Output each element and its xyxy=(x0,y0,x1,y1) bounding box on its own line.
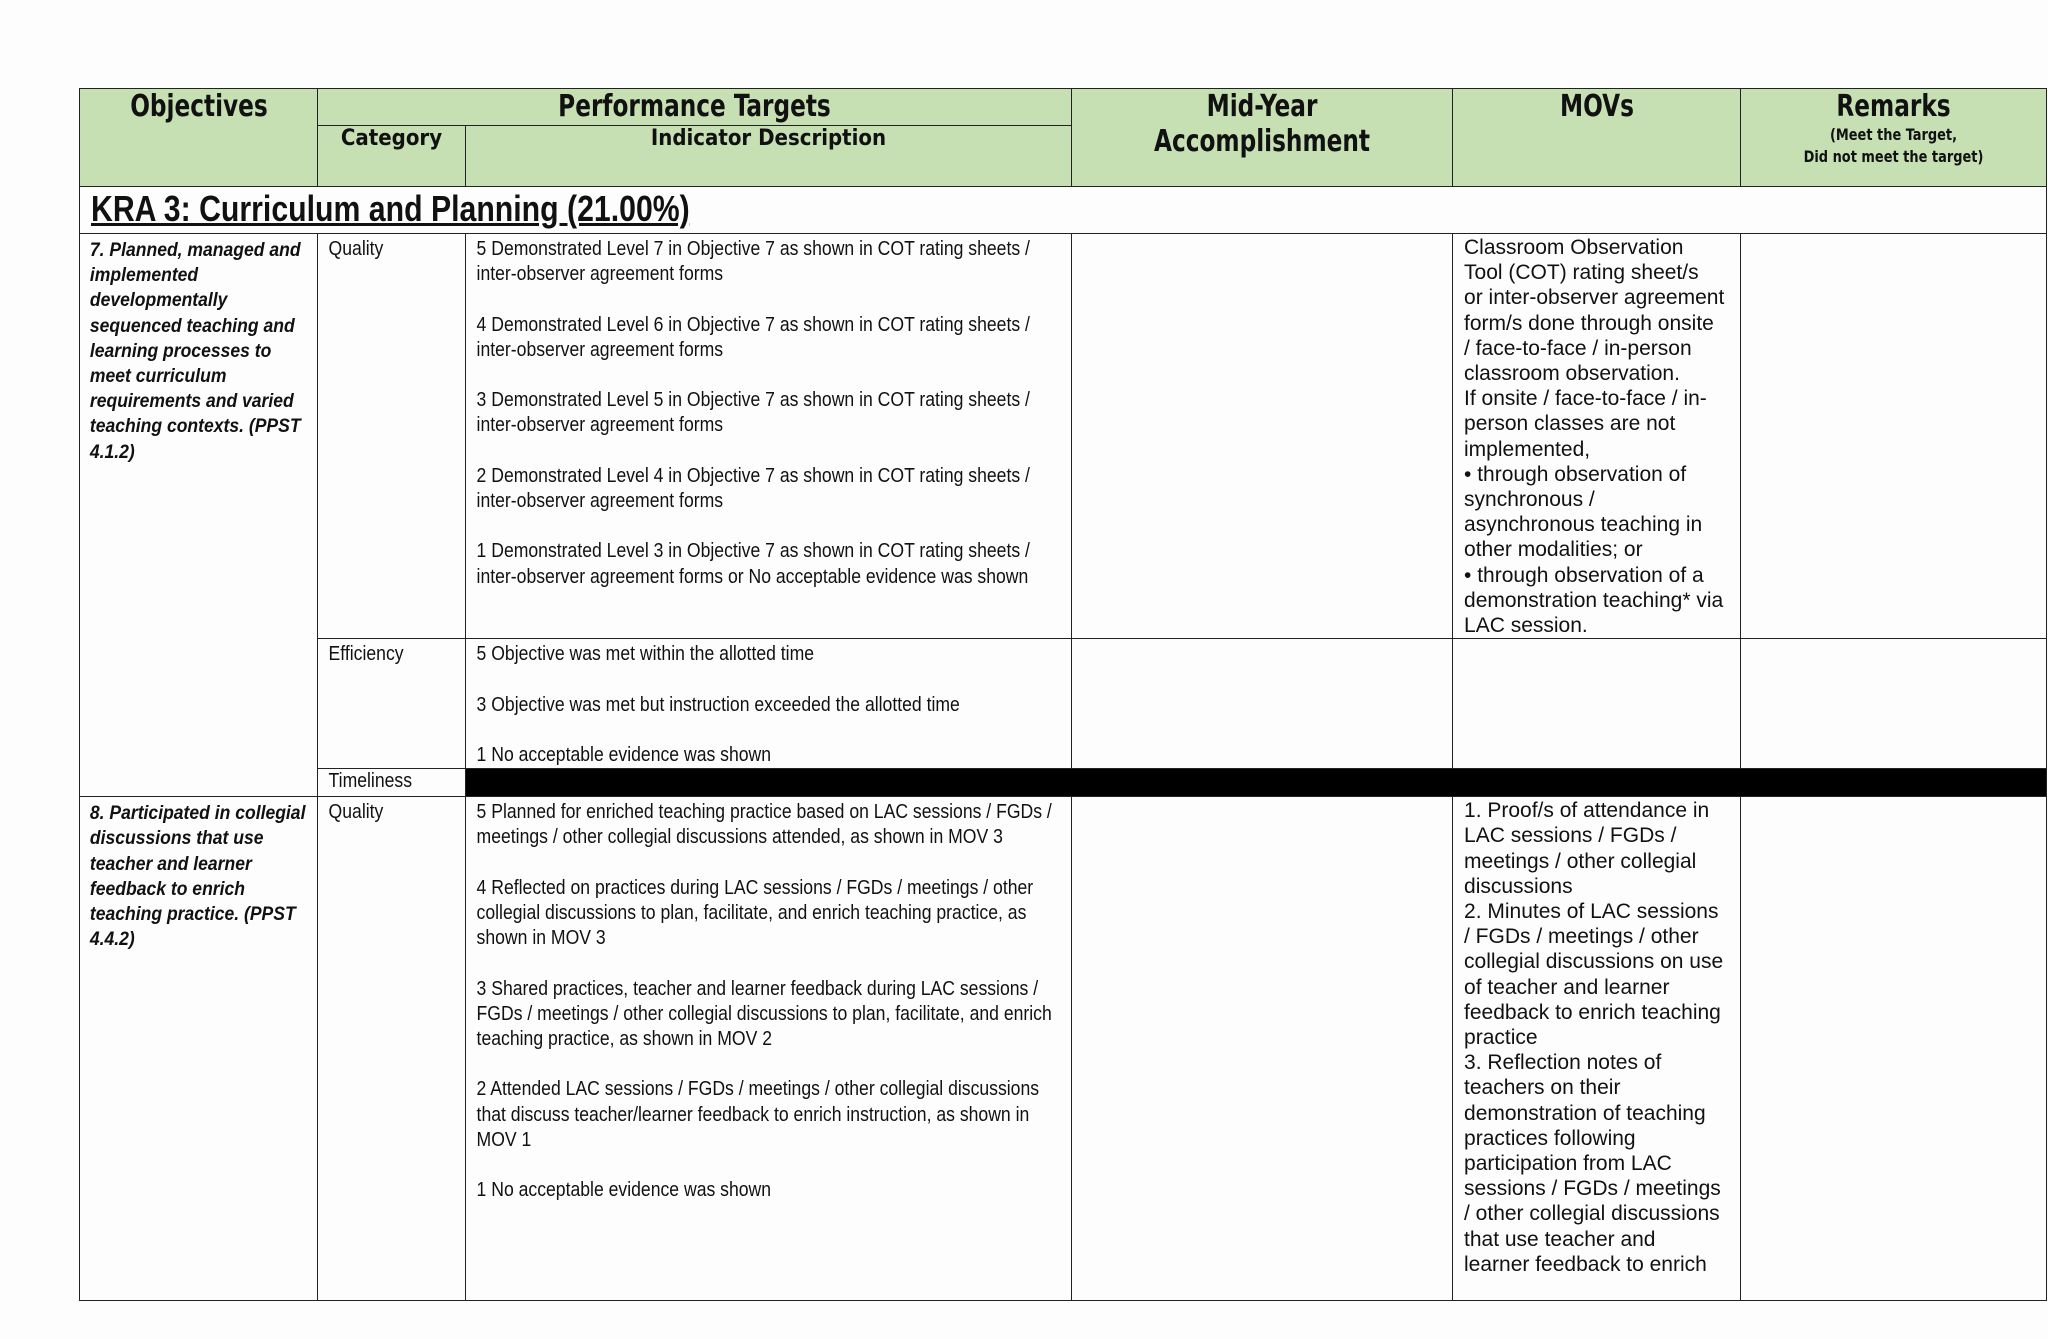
kra-title-cell xyxy=(80,187,1072,234)
table-row xyxy=(80,234,2047,639)
category-header: Category xyxy=(318,126,466,187)
movs-cell xyxy=(1453,639,1741,769)
indicator-item: 1 No acceptable evidence was shown xyxy=(476,744,772,767)
indicator-item: 4 Reflected on practices during LAC sessions / FGDs / meetings / other collegial discussions to plan, facilitate, and enrich teaching practice, as shown in MOV 3 xyxy=(476,876,1034,950)
mid-year-accomplishment-cell[interactable] xyxy=(1072,639,1453,769)
kra-title: KRA 3: Curriculum and Planning (21.00%) xyxy=(91,188,690,229)
mid-year-accomplishment-cell[interactable] xyxy=(1072,234,1453,639)
indicator-item: 2 Attended LAC sessions / FGDs / meetings / other collegial discussions that discuss teacher/learner feedback to enrich instruction, as shown in MOV 1 xyxy=(476,1078,1040,1151)
movs-text: 1. Proof/s of attendance in LAC sessions / FGDs / meetings / other collegial discussions 2. Minutes of LAC sessions / FGDs / meetings / other collegial discussions on use of teacher and learner feedback to enrich teaching practice 3. Reflection notes of teachers on their demonstration of teaching practices following participation from LAC sessions / FGDs / meetings / other collegial discussions that use teacher and learner feedback to enrich xyxy=(1464,799,1724,1276)
remarks-cell[interactable] xyxy=(1741,797,2047,1301)
blacked-out-cell xyxy=(466,769,2047,797)
indicator-item: 3 Shared practices, teacher and learner feedback during LAC sessions / FGDs / meetings / other collegial discussions to plan, facilitate, and enrich teaching practice, as shown in MOV 2 xyxy=(476,977,1052,1051)
indicator-cell xyxy=(466,797,1072,1301)
mid-year-accomplishment-cell[interactable] xyxy=(1072,797,1453,1301)
objective-cell xyxy=(80,234,318,797)
indicator-item: 3 Demonstrated Level 5 in Objective 7 as shown in COT rating sheets / inter-observer agreement forms xyxy=(476,389,1030,437)
ipcrf-table xyxy=(79,88,2047,1301)
objective-7: 7. Planned, managed and implemented developmentally sequenced teaching and learning processes to meet curriculum requirements and varied teaching contexts. (PPST 4.1.2) xyxy=(89,239,301,463)
indicator-item: 1 No acceptable evidence was shown xyxy=(476,1179,772,1202)
indicator-cell xyxy=(466,234,1072,639)
movs-cell xyxy=(1453,234,1741,639)
objective-cell xyxy=(80,797,318,1301)
movs-header: MOVs xyxy=(1453,89,1741,187)
indicator-cell xyxy=(466,639,1072,769)
indicator-item: 1 Demonstrated Level 3 in Objective 7 as shown in COT rating sheets / inter-observer agreement forms or No acceptable evidence was shown xyxy=(476,540,1030,588)
movs-text: Classroom Observation Tool (COT) rating sheet/s or inter-observer agreement form/s done through onsite / face-to-face / in-person classroom observation. If onsite / face-to-face / in- person classes are not implemented, • through observation of synchronous / asynchronous teaching in other modalities; or • through observation of a demonstration teaching* via LAC session. xyxy=(1464,236,1725,638)
objective-8: 8. Participated in collegial discussions that use teacher and learner feedback to enrich teaching practice. (PPST 4.4.2) xyxy=(89,802,306,951)
objectives-header: Objectives xyxy=(80,89,318,187)
indicator-description-header: Indicator Description xyxy=(466,126,1072,187)
indicator-item: 5 Planned for enriched teaching practice based on LAC sessions / FGDs / meetings / other collegial discussions attended, as shown in MOV 3 xyxy=(476,801,1052,849)
indicator-item: 4 Demonstrated Level 6 in Objective 7 as shown in COT rating sheets / inter-observer agreement forms xyxy=(476,313,1030,361)
table-row xyxy=(80,639,2047,769)
indicator-item: 5 Demonstrated Level 7 in Objective 7 as shown in COT rating sheets / inter-observer agreement forms xyxy=(476,238,1030,286)
category-cell: Efficiency xyxy=(318,639,466,769)
mid-year-header: Mid-Year Accomplishment xyxy=(1072,89,1453,187)
indicator-item: 5 Objective was met within the allotted time xyxy=(476,643,815,666)
performance-targets-header: Performance Targets xyxy=(318,89,1072,126)
indicator-item: 2 Demonstrated Level 4 in Objective 7 as shown in COT rating sheets / inter-observer agreement forms xyxy=(476,464,1030,512)
remarks-cell[interactable] xyxy=(1741,234,2047,639)
category-cell: Quality xyxy=(318,797,466,1301)
category-cell: Quality xyxy=(318,234,466,639)
category-cell: Timeliness xyxy=(318,769,466,797)
remarks-cell[interactable] xyxy=(1741,639,2047,769)
table-row xyxy=(80,797,2047,1301)
remarks-header: Remarks (Meet the Target, Did not meet the target) xyxy=(1741,89,2047,187)
indicator-item: 3 Objective was met but instruction exceeded the allotted time xyxy=(476,693,960,716)
movs-cell xyxy=(1453,797,1741,1301)
table-row xyxy=(80,769,2047,797)
